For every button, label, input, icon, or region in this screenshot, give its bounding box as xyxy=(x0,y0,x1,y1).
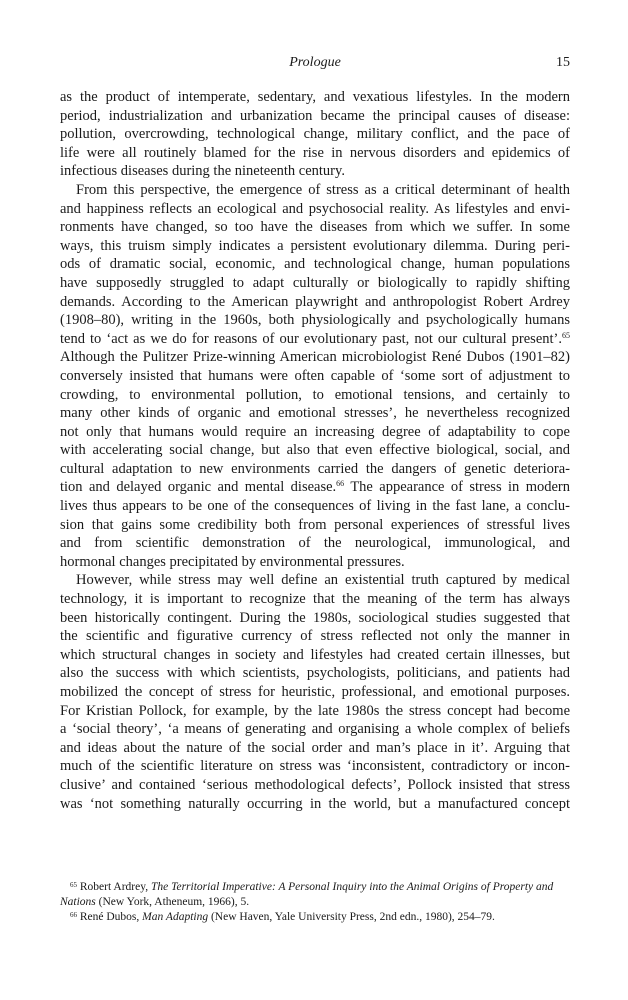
line-text: pollution, overcrowding, technological change, military conflict, and the pace of xyxy=(60,126,570,143)
text-line xyxy=(60,386,570,405)
text-line xyxy=(60,571,570,590)
line-text: sion that gains some credibility both from personal experiences of stressful lives xyxy=(60,516,570,533)
text-line xyxy=(60,720,570,739)
running-header xyxy=(60,55,570,75)
text-line xyxy=(60,162,570,181)
line-text: and happiness reflects an ecological and psychosocial reality. As lifestyles and envi- xyxy=(60,200,570,217)
footnote-number: 66 xyxy=(70,911,77,919)
line-text: a ‘social theory’, ‘a means of generating and organising a whole complex of beliefs xyxy=(60,721,570,738)
footnote-65 xyxy=(60,880,570,910)
text-line xyxy=(60,497,570,516)
text-line xyxy=(60,293,570,312)
text-line xyxy=(60,255,570,274)
line-text: and from scientific demonstration of the neurological, immunological, and xyxy=(60,535,570,552)
footnote-author: Robert Ardrey, xyxy=(79,881,151,893)
text-line xyxy=(60,237,570,256)
text-line xyxy=(60,144,570,163)
text-line xyxy=(60,200,570,219)
text-line xyxy=(60,423,570,442)
line-text: much of the scientific literature on stress was ‘inconsistent, contradictory or incon- xyxy=(60,758,570,775)
line-text: crowding, to environmental pollution, to emotional tensions, and certainly to xyxy=(60,386,570,403)
text-line xyxy=(60,181,570,200)
footnote-66 xyxy=(60,910,570,925)
text-line xyxy=(60,646,570,665)
text-line xyxy=(60,776,570,795)
text-line xyxy=(60,683,570,702)
text-line xyxy=(60,795,570,814)
page-number: 15 xyxy=(556,55,570,70)
line-text: life were all routinely blamed for the rise in nervous disorders and epidemics of xyxy=(60,144,570,161)
line-text: From this perspective, the emergence of stress as a critical determinant of health xyxy=(76,181,570,198)
line-text: However, while stress may well define an existential truth captured by medical xyxy=(76,572,570,589)
line-text: have supposedly struggled to adapt culturally or biologically to rapidly shifting xyxy=(60,274,570,291)
line-text: as the product of intemperate, sedentary, and vexatious lifestyles. In the modern xyxy=(60,89,570,105)
text-line xyxy=(60,534,570,553)
text-line xyxy=(60,330,570,349)
text-line xyxy=(60,553,570,572)
line-text: ods of dramatic social, economic, and technological change, human populations xyxy=(60,256,570,273)
line-text: been historically contingent. During the 1980s, sociological studies suggested that xyxy=(60,609,570,626)
footnote-title: Man Adapting xyxy=(142,911,209,923)
text-line xyxy=(60,702,570,721)
text-line xyxy=(60,441,570,460)
footnote-author: René Dubos, xyxy=(79,911,143,923)
footnote-publication: (New York, Atheneum, 1966), 5. xyxy=(95,896,250,908)
text-line xyxy=(60,590,570,609)
line-text: demands. According to the American playwright and anthropologist Robert Ardrey xyxy=(60,293,570,310)
line-text: tend to ‘act as we do for reasons of our evolutionary past, not our cultural present’. xyxy=(60,330,562,347)
text-line xyxy=(60,757,570,776)
line-text: Although the Pulitzer Prize-winning American microbiologist René Dubos (1901–82) xyxy=(60,349,570,366)
text-line xyxy=(60,348,570,367)
line-text: technology, it is important to recognize that the meaning of the term has always xyxy=(60,591,570,608)
line-text: ways, this truism simply indicates a persistent evolutionary dilemma. During peri- xyxy=(60,237,570,254)
line-text: infectious diseases during the nineteenth century. xyxy=(60,163,345,180)
footnote-title: The Territorial Imperative: A Personal Inquiry into the Animal Origins of Property and Nations xyxy=(60,881,554,908)
line-text: also the success with which scientists, psychologists, politicians, and patients had xyxy=(60,665,570,682)
line-text: conversely insisted that humans were often capable of ‘some sort of adjustment to xyxy=(60,367,570,384)
line-text: cultural adaptation to new environments carried the dangers of genetic deteriora- xyxy=(60,460,570,477)
footnote-publication: (New Haven, Yale University Press, 2nd edn., 1980), 254–79. xyxy=(208,911,495,923)
line-text: the scientific and figurative currency of stress reflected not only the manner in xyxy=(60,628,570,645)
footnotes xyxy=(60,880,570,925)
footnote-ref: 65 xyxy=(562,330,570,340)
text-line xyxy=(60,107,570,126)
footnote-ref: 66 xyxy=(336,479,345,489)
line-text: many other kinds of organic and emotional stresses’, he nevertheless recognized xyxy=(60,405,570,422)
text-line xyxy=(60,516,570,535)
text-line xyxy=(60,274,570,293)
text-line xyxy=(60,311,570,330)
line-text: with accelerating social change, but also that even effective biological, social, and xyxy=(60,442,570,459)
line-text: mobilized the concept of stress for heuristic, professional, and emotional purposes. xyxy=(60,684,570,700)
line-text: ronments have changed, so too have the diseases from which we suffer. In some xyxy=(60,219,570,236)
line-text: was ‘not something naturally occurring in the world, but a manufactured concept xyxy=(60,795,570,812)
line-text: For Kristian Pollock, for example, by the late 1980s the stress concept had become xyxy=(60,702,570,719)
line-text: hormonal changes precipitated by environmental pressures. xyxy=(60,553,405,570)
text-line xyxy=(60,460,570,479)
text-line xyxy=(60,88,570,107)
line-text: tion and delayed organic and mental disease. xyxy=(60,479,337,496)
line-text: clusive’ and contained ‘serious methodological defects’, Pollock insisted that stress xyxy=(60,776,570,793)
body-text xyxy=(60,88,570,813)
text-line xyxy=(60,627,570,646)
line-text: which structural changes in society and lifestyles had created certain illnesses, but xyxy=(60,646,570,663)
text-line xyxy=(60,218,570,237)
text-line xyxy=(60,478,570,497)
line-text: (1908–80), writing in the 1960s, both physiologically and psychologically humans xyxy=(60,312,570,329)
text-line xyxy=(60,125,570,144)
footnote-number: 65 xyxy=(70,881,77,889)
line-text: lives thus appears to be one of the consequences of living in the fast lane, a conclu- xyxy=(60,498,570,515)
text-line xyxy=(60,739,570,758)
line-text: period, industrialization and urbanization became the principal causes of disease: xyxy=(60,107,570,124)
text-line xyxy=(60,404,570,423)
line-text-after: The appearance of stress in modern xyxy=(344,479,570,496)
line-text: and ideas about the nature of the social order and man’s place in it’. Arguing that xyxy=(60,739,570,756)
text-line xyxy=(60,367,570,386)
text-line xyxy=(60,609,570,628)
running-title: Prologue xyxy=(289,55,341,70)
text-line xyxy=(60,664,570,683)
line-text: not only that humans would require an increasing degree of adaptability to cope xyxy=(60,423,570,440)
